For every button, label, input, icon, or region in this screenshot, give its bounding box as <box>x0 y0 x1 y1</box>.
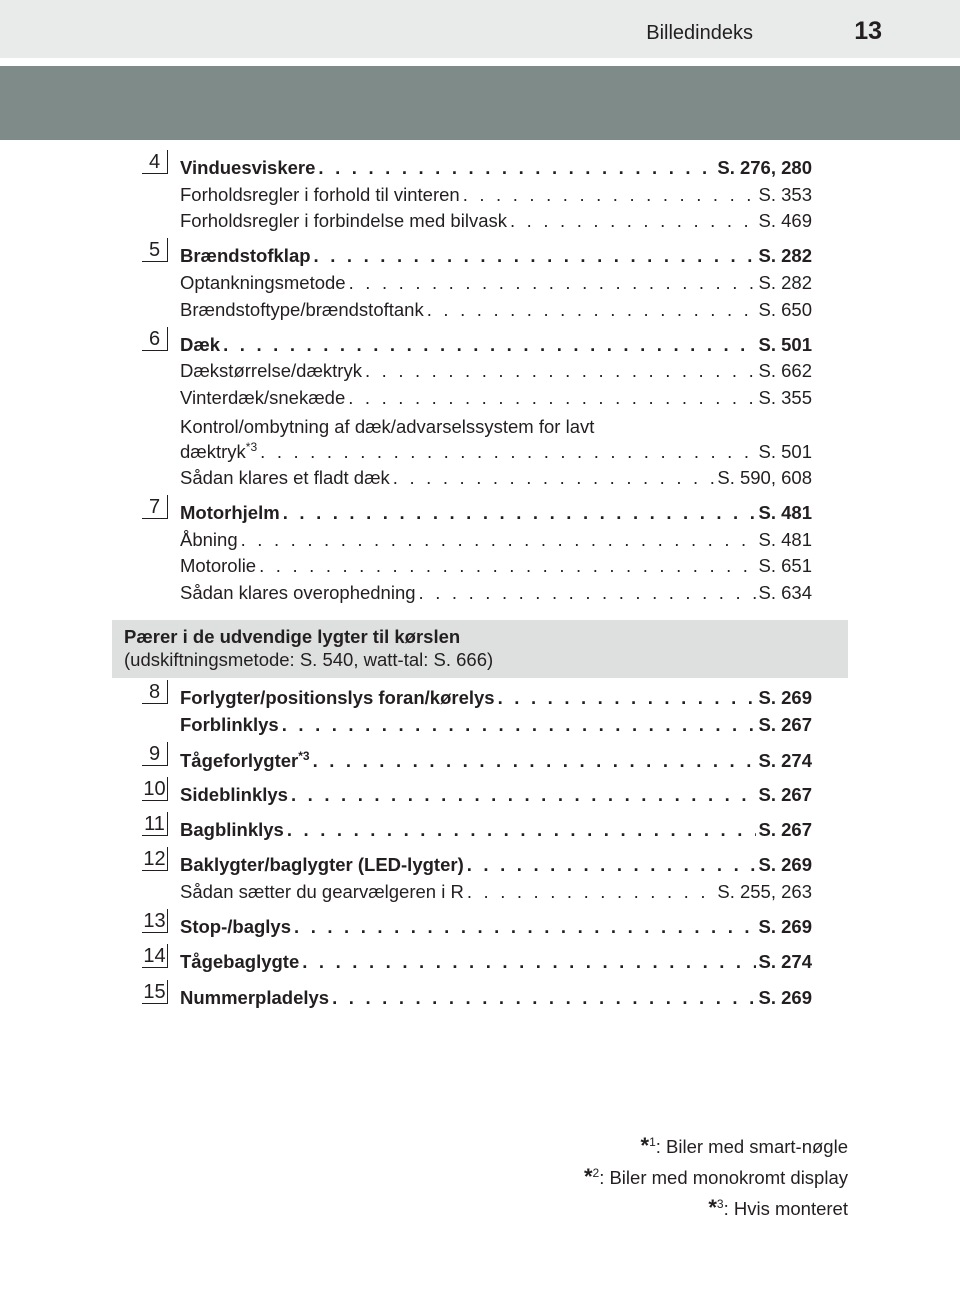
page-reference: S. 267 <box>758 819 812 841</box>
page-reference: S. 590, 608 <box>717 466 812 488</box>
page-reference: S. 269 <box>758 986 812 1008</box>
page-reference: S. 634 <box>758 581 812 603</box>
dot-leader <box>498 687 756 709</box>
dot-leader <box>241 529 756 551</box>
entry-number: 13 <box>142 909 168 933</box>
entry-label <box>180 784 288 806</box>
index-entry <box>180 916 812 943</box>
index-row <box>180 582 812 609</box>
entry-label-text: Sådan sætter du gearvælgeren i R <box>180 880 464 902</box>
page-reference: S. 269 <box>758 916 812 938</box>
entry-label <box>180 951 299 973</box>
footnote-number: 2 <box>592 1165 600 1180</box>
entry-label <box>180 184 460 206</box>
index-row <box>180 210 812 237</box>
page-reference: S. 267 <box>758 784 812 805</box>
page-reference: S. 651 <box>758 555 812 577</box>
index-entry <box>180 784 812 811</box>
index-row <box>180 854 812 881</box>
dot-leader <box>349 272 756 294</box>
entry-label-text: Vinduesviskere <box>180 157 316 178</box>
entry-label <box>180 502 280 524</box>
entry-number: 12 <box>142 847 168 871</box>
page-number: 13 <box>854 17 882 45</box>
index-row <box>180 784 812 811</box>
index-entry <box>180 245 812 325</box>
dot-leader <box>332 987 755 1009</box>
page-reference: S. 650 <box>758 298 812 320</box>
index-row <box>180 951 812 978</box>
index-row <box>180 245 812 272</box>
entry-label-text: Motorhjelm <box>180 502 280 523</box>
page-reference: S. 274 <box>758 749 812 771</box>
dot-leader <box>313 750 756 772</box>
entry-label-text: Dækstørrelse/dæktryk <box>180 360 362 382</box>
page-reference: S. 282 <box>758 271 812 293</box>
index-row <box>180 272 812 299</box>
entry-label <box>180 582 416 604</box>
entry-number: 5 <box>142 238 168 262</box>
entry-number: 11 <box>142 812 168 836</box>
index-row <box>180 184 812 211</box>
entry-label <box>180 299 424 321</box>
dot-leader <box>467 854 756 876</box>
index-row <box>180 819 812 846</box>
index-entry <box>180 502 812 608</box>
entry-label <box>180 272 346 294</box>
entry-label <box>180 210 507 232</box>
footnote <box>584 1164 848 1190</box>
page-reference: S. 269 <box>758 687 812 708</box>
index-row <box>180 387 812 414</box>
index-row <box>180 529 812 556</box>
header-band <box>0 66 960 140</box>
entry-number: 9 <box>142 742 168 766</box>
page-reference: S. 355 <box>758 386 812 408</box>
dot-leader <box>287 819 756 841</box>
entry-label-text: Brændstoftype/brændstoftank <box>180 298 424 320</box>
index-entry <box>180 854 812 907</box>
footnote-text: : Hvis monteret <box>723 1198 848 1219</box>
entry-label <box>180 881 464 903</box>
index-row <box>180 987 812 1014</box>
index-row <box>180 299 812 326</box>
entry-label-text: dæktryk <box>180 441 246 463</box>
dot-leader <box>223 334 755 356</box>
dot-leader <box>302 951 755 973</box>
section-subtitle: (udskiftningsmetode: S. 540, watt-tal: S. 666) <box>124 649 494 670</box>
footnote <box>708 1195 848 1221</box>
entry-label <box>180 854 464 876</box>
footnote-ref: *3 <box>298 748 310 763</box>
dot-leader <box>510 210 756 232</box>
entry-label-text: Optankningsmetode <box>180 271 346 293</box>
footnote-text: : Biler med monokromt display <box>599 1167 848 1188</box>
entry-label-text: Brændstofklap <box>180 245 311 267</box>
entry-number: 7 <box>142 495 168 519</box>
footnote-star: * <box>640 1133 650 1158</box>
index-row <box>180 467 812 494</box>
page-reference: S. 501 <box>758 333 812 355</box>
footnote-number: 1 <box>649 1134 656 1149</box>
entry-label <box>180 555 256 577</box>
index-entry <box>180 819 812 846</box>
dot-leader <box>393 467 715 489</box>
entry-label <box>180 157 315 179</box>
page-reference: S. 481 <box>758 528 812 550</box>
page-reference: S. 274 <box>758 951 812 973</box>
dot-leader <box>260 441 755 463</box>
entry-label <box>180 687 495 709</box>
index-row <box>180 502 812 529</box>
index-row <box>180 555 812 582</box>
page-reference: S. 481 <box>758 502 812 523</box>
index-row <box>180 916 812 943</box>
index-row <box>180 157 812 184</box>
footnote-number: 3 <box>716 1196 724 1211</box>
dot-leader <box>318 157 714 179</box>
dot-leader <box>427 299 756 321</box>
dot-leader <box>467 881 715 903</box>
entry-label-text: Åbning <box>180 528 238 550</box>
entry-number: 8 <box>142 680 168 704</box>
page-reference: S. 255, 263 <box>717 880 812 902</box>
page-reference: S. 469 <box>758 210 812 232</box>
entry-label-text: Sådan klares overophedning <box>180 581 416 603</box>
index-row <box>180 687 812 714</box>
entry-label-text: Tågebaglygte <box>180 951 300 973</box>
section-box <box>112 620 848 678</box>
index-entry <box>180 687 812 740</box>
entry-label-text: Bagblinklys <box>180 819 284 841</box>
index-entry <box>180 987 812 1014</box>
entry-label-text: Forblinklys <box>180 713 279 735</box>
entry-label <box>180 529 238 551</box>
dot-leader <box>282 714 756 736</box>
index-row <box>180 749 812 776</box>
dot-leader <box>365 360 756 382</box>
footnote <box>641 1133 849 1159</box>
entry-label <box>180 360 362 382</box>
entry-label <box>180 714 279 736</box>
footnote-star: * <box>583 1164 593 1189</box>
page-reference: S. 267 <box>758 713 812 735</box>
footnote-ref: *3 <box>245 440 258 455</box>
section-title: Billedindeks <box>646 22 753 44</box>
dot-leader <box>283 502 756 524</box>
entry-number: 6 <box>142 327 168 351</box>
entry-label-text: Dæk <box>180 333 221 355</box>
dot-leader <box>348 387 755 409</box>
dot-leader <box>294 916 755 938</box>
entry-label-text: Nummerpladelys <box>180 986 330 1008</box>
index-row <box>180 440 812 467</box>
dot-leader <box>463 184 756 206</box>
entry-number: 4 <box>142 150 168 174</box>
dot-leader <box>419 582 756 604</box>
dot-leader <box>291 784 756 806</box>
entry-label-text: Motorolie <box>180 555 257 577</box>
section-title-bulbs: Pærer i de udvendige lygter til kørslen <box>124 626 461 647</box>
entry-label <box>180 387 345 409</box>
index-row <box>180 334 812 361</box>
entry-text-line: Kontrol/ombytning af dæk/advarselssystem for lavt <box>180 415 595 437</box>
entry-label <box>180 916 291 938</box>
page-reference: S. 353 <box>758 183 812 205</box>
index-row <box>180 881 812 908</box>
entry-label <box>180 987 329 1009</box>
entry-label <box>180 467 390 489</box>
page-reference: S. 662 <box>758 360 812 382</box>
dot-leader <box>259 555 755 577</box>
entry-label-text: Forholdsregler i forhold til vinteren <box>180 183 460 205</box>
entry-number: 10 <box>142 777 168 801</box>
page-reference: S. 276, 280 <box>717 157 812 178</box>
page-reference: S. 282 <box>758 245 812 267</box>
entry-label <box>180 440 257 463</box>
index-entry <box>180 334 812 494</box>
entry-label <box>180 334 220 356</box>
entry-label-text: Forholdsregler i forbindelse med bilvask <box>180 210 507 232</box>
entry-label <box>180 749 310 772</box>
entry-label-text: Stop-/baglys <box>180 916 292 938</box>
entry-label-text: Forlygter/positionslys foran/kørelys <box>180 687 495 708</box>
page-reference: S. 501 <box>758 441 812 463</box>
entry-label-text: Sådan klares et fladt dæk <box>180 466 390 488</box>
footnote-text: : Biler med smart-nøgle <box>655 1136 848 1157</box>
page-reference: S. 269 <box>758 854 812 876</box>
index-row <box>180 714 812 741</box>
entry-label <box>180 819 284 841</box>
dot-leader <box>314 245 756 267</box>
index-row <box>180 360 812 387</box>
index-entry <box>180 749 812 776</box>
index-entry <box>180 157 812 237</box>
entry-label <box>180 245 311 267</box>
entry-label-text: Sideblinklys <box>180 784 288 805</box>
page-header <box>0 0 960 58</box>
entry-number: 15 <box>142 980 168 1004</box>
entry-label-text: Tågeforlygter <box>180 749 299 771</box>
entry-label-text: Baklygter/baglygter (LED-lygter) <box>180 854 464 876</box>
index-entry <box>180 951 812 978</box>
entry-number: 14 <box>142 944 168 968</box>
footnote-star: * <box>708 1195 717 1220</box>
entry-label-text: Vinterdæk/snekæde <box>180 386 346 408</box>
